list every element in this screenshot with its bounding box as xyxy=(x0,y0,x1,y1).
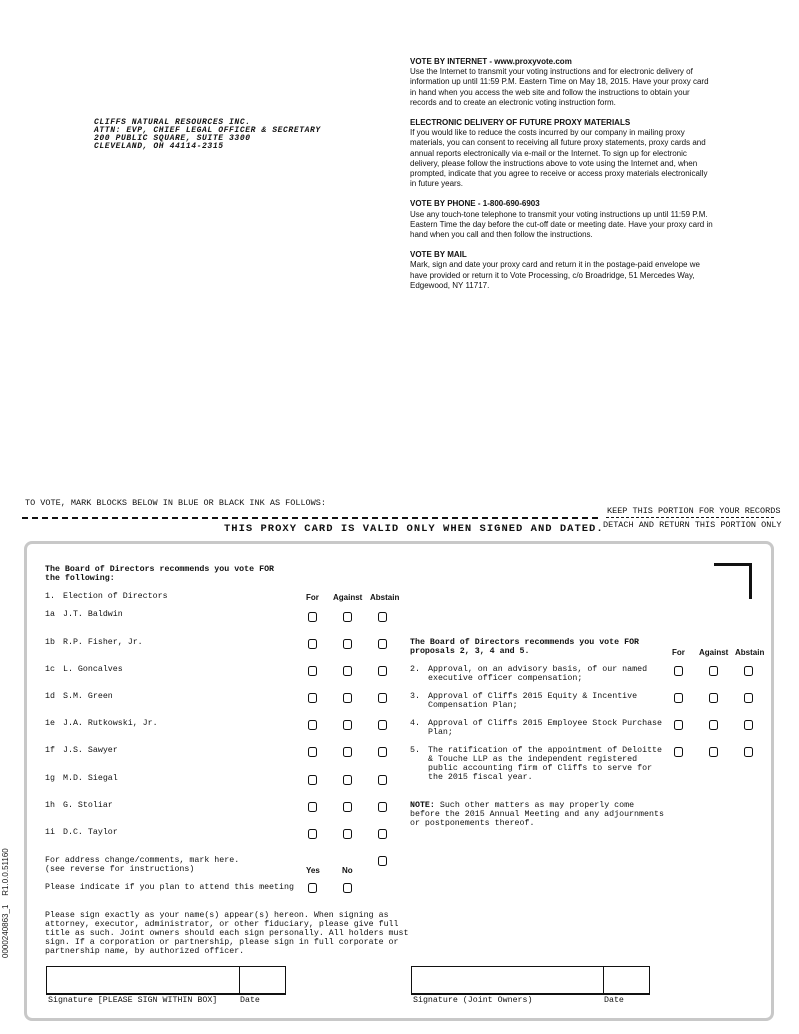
instruction-electronic-delivery: ELECTRONIC DELIVERY OF FUTURE PROXY MATERIALS If you would like to reduce the costs incurred by our company in mailing proxy materials, you can consent to receiving all future proxy statements, proxy cards and annual reports electronically via e-mail or the Internet. To sign up for electronic delivery, please follow the instructions above to vote using the Internet and, when prompted, indicate that you agree to receive or access proxy materials electronically in future years. xyxy=(410,118,708,189)
valid-notice: THIS PROXY CARD IS VALID ONLY WHEN SIGNED AND DATED. xyxy=(224,523,604,535)
col-for: For xyxy=(672,648,685,657)
proposal-text: Approval of Cliffs 2015 Employee Stock Purchase xyxy=(428,719,663,728)
item-number: 1. xyxy=(45,592,55,601)
checkbox-abstain[interactable] xyxy=(378,747,387,757)
checkbox-for[interactable] xyxy=(308,802,317,812)
detach-line xyxy=(22,517,598,519)
checkbox-for[interactable] xyxy=(674,666,683,676)
proposal-text: Plan; xyxy=(428,728,453,737)
board-recommendation-proposals: The Board of Directors recommends you vote FOR xyxy=(410,638,640,647)
nominee-name: R.P. Fisher, Jr. xyxy=(63,638,143,647)
checkbox-against[interactable] xyxy=(343,639,352,649)
nominee-name: L. Goncalves xyxy=(63,665,123,674)
instruction-phone: VOTE BY PHONE - 1-800-690-6903 Use any touch-tone telephone to transmit your voting instructions up until 11:59 P.M. Eastern Time the day before the cut-off date or meeting date. Have your proxy card in hand when you call and then follow the instructions. xyxy=(410,199,713,240)
board-recommendation-proposals-line2: proposals 2, 3, 4 and 5. xyxy=(410,647,530,656)
col-for: For xyxy=(306,593,319,602)
item-title: Election of Directors xyxy=(63,592,168,601)
instruction-mail: VOTE BY MAIL Mark, sign and date your proxy card and return it in the postage-paid envelope we have provided or return it to Vote Processing, c/o Broadridge, 51 Mercedes Way, Edgewood, NY 11717. xyxy=(410,250,700,290)
nominee-id: 1i xyxy=(45,828,55,837)
board-recommendation: The Board of Directors recommends you vote FOR xyxy=(45,565,275,574)
checkbox-attend-no[interactable] xyxy=(343,883,352,893)
col-against: Against xyxy=(333,593,363,602)
keep-line xyxy=(606,517,774,518)
checkbox-for[interactable] xyxy=(674,693,683,703)
checkbox-against[interactable] xyxy=(343,829,352,839)
signature-line xyxy=(46,993,286,995)
checkbox-for[interactable] xyxy=(308,747,317,757)
checkbox-for[interactable] xyxy=(308,666,317,676)
checkbox-abstain[interactable] xyxy=(378,802,387,812)
joint-signature-line xyxy=(411,993,650,995)
address-change-note: (see reverse for instructions) xyxy=(45,865,195,874)
checkbox-against[interactable] xyxy=(343,720,352,730)
sign-instructions-line: partnership name, by authorized officer. xyxy=(45,947,245,956)
board-recommendation-line2: the following: xyxy=(45,574,115,583)
nominee-name: S.M. Green xyxy=(63,692,113,701)
col-no: No xyxy=(342,866,353,875)
nominee-name: J.A. Rutkowski, Jr. xyxy=(63,719,158,728)
checkbox-address-change[interactable] xyxy=(378,856,387,866)
checkbox-for[interactable] xyxy=(308,639,317,649)
checkbox-for[interactable] xyxy=(308,612,317,622)
checkbox-against[interactable] xyxy=(709,720,718,730)
nominee-id: 1a xyxy=(45,610,55,619)
nominee-id: 1e xyxy=(45,719,55,728)
mailing-address xyxy=(94,119,321,151)
joint-signature-label: Signature (Joint Owners) xyxy=(413,996,533,1005)
checkbox-abstain[interactable] xyxy=(378,720,387,730)
sign-instructions-line: Please sign exactly as your name(s) appear(s) hereon. When signing as xyxy=(45,911,389,920)
address-line: 200 PUBLIC SQUARE, SUITE 3300 xyxy=(94,134,251,143)
checkbox-for[interactable] xyxy=(308,829,317,839)
checkbox-abstain[interactable] xyxy=(378,829,387,839)
checkbox-attend-yes[interactable] xyxy=(308,883,317,893)
checkbox-against[interactable] xyxy=(709,666,718,676)
proposal-number: 3. xyxy=(410,692,420,701)
nominee-id: 1c xyxy=(45,665,55,674)
checkbox-against[interactable] xyxy=(343,612,352,622)
col-abstain: Abstain xyxy=(370,593,400,602)
corner-mark xyxy=(714,563,752,599)
nominee-name: G. Stoliar xyxy=(63,801,113,810)
proposal-text: & Touche LLP as the independent registered xyxy=(428,755,638,764)
nominee-name: D.C. Taylor xyxy=(63,828,118,837)
checkbox-abstain[interactable] xyxy=(378,775,387,785)
col-yes: Yes xyxy=(306,866,320,875)
joint-date-box[interactable] xyxy=(603,966,650,994)
proposal-number: 4. xyxy=(410,719,420,728)
address-line: CLEVELAND, OH 44114-2315 xyxy=(94,142,224,151)
nominee-id: 1h xyxy=(45,801,55,810)
proposal-text: Compensation Plan; xyxy=(428,701,518,710)
instruction-internet: VOTE BY INTERNET - www.proxyvote.com Use the Internet to transmit your voting instructions and for electronic delivery of information up until 11:59 P.M. Eastern Time on May 18, 2015. Have your proxy card in hand when you access the web site and follow the instructions to obtain your records and to create an electronic voting instruction form. xyxy=(410,57,709,107)
nominee-id: 1f xyxy=(45,746,55,755)
proposal-text: The ratification of the appointment of Deloitte xyxy=(428,746,663,755)
note xyxy=(410,801,634,810)
sign-instructions-line: title as such. Joint owners should each sign personally. All holders must xyxy=(45,929,409,938)
checkbox-abstain[interactable] xyxy=(744,720,753,730)
checkbox-for[interactable] xyxy=(308,693,317,703)
control-number: 0000240863_1 R1.0.0.51160 xyxy=(1,848,10,958)
voting-instructions xyxy=(410,57,715,301)
proposal-text: Approval, on an advisory basis, of our named xyxy=(428,665,648,674)
note-text: or postponements thereof. xyxy=(410,819,535,828)
checkbox-against[interactable] xyxy=(343,666,352,676)
address-line: CLIFFS NATURAL RESOURCES INC. xyxy=(94,118,251,127)
checkbox-against[interactable] xyxy=(343,693,352,703)
signature-box[interactable] xyxy=(46,966,240,994)
checkbox-abstain[interactable] xyxy=(378,639,387,649)
signature-label: Signature [PLEASE SIGN WITHIN BOX] xyxy=(48,996,218,1005)
checkbox-abstain[interactable] xyxy=(378,612,387,622)
keep-portion-label: KEEP THIS PORTION FOR YOUR RECORDS xyxy=(607,506,781,516)
checkbox-against[interactable] xyxy=(709,693,718,703)
checkbox-for[interactable] xyxy=(308,720,317,730)
attend-meeting-label: Please indicate if you plan to attend this meeting xyxy=(45,883,294,892)
address-change-label: For address change/comments, mark here. xyxy=(45,856,240,865)
nominee-id: 1d xyxy=(45,692,55,701)
checkbox-against[interactable] xyxy=(709,747,718,757)
proposal-text: public accounting firm of Cliffs to serve for xyxy=(428,764,653,773)
checkbox-abstain[interactable] xyxy=(378,666,387,676)
checkbox-abstain[interactable] xyxy=(744,747,753,757)
nominee-id: 1b xyxy=(45,638,55,647)
proposal-text: executive officer compensation; xyxy=(428,674,583,683)
note-label: NOTE: xyxy=(410,801,435,810)
nominee-name: J.S. Sawyer xyxy=(63,746,118,755)
checkbox-against[interactable] xyxy=(343,775,352,785)
to-vote-instruction: TO VOTE, MARK BLOCKS BELOW IN BLUE OR BLACK INK AS FOLLOWS: xyxy=(25,498,326,508)
note-text: Such other matters as may properly come xyxy=(434,801,635,810)
proposal-number: 5. xyxy=(410,746,420,755)
proposal-number: 2. xyxy=(410,665,420,674)
col-against: Against xyxy=(699,648,729,657)
address-line: ATTN: EVP, CHIEF LEGAL OFFICER & SECRETARY xyxy=(94,126,321,135)
checkbox-against[interactable] xyxy=(343,747,352,757)
checkbox-abstain[interactable] xyxy=(378,693,387,703)
checkbox-abstain[interactable] xyxy=(744,666,753,676)
detach-portion-label: DETACH AND RETURN THIS PORTION ONLY xyxy=(603,520,782,530)
nominee-name: M.D. Siegal xyxy=(63,774,118,783)
sign-instructions-line: attorney, executor, administrator, or other fiduciary, please give full xyxy=(45,920,399,929)
date-label: Date xyxy=(240,996,260,1005)
checkbox-for[interactable] xyxy=(308,775,317,785)
checkbox-against[interactable] xyxy=(343,802,352,812)
joint-signature-box[interactable] xyxy=(411,966,604,994)
date-box[interactable] xyxy=(239,966,286,994)
checkbox-abstain[interactable] xyxy=(744,693,753,703)
sign-instructions-line: sign. If a corporation or partnership, please sign in full corporate or xyxy=(45,938,399,947)
proposal-text: the 2015 fiscal year. xyxy=(428,773,533,782)
proposal-text: Approval of Cliffs 2015 Equity & Incentive xyxy=(428,692,638,701)
nominee-id: 1g xyxy=(45,774,55,783)
note-text: before the 2015 Annual Meeting and any adjournments xyxy=(410,810,664,819)
checkbox-for[interactable] xyxy=(674,747,683,757)
nominee-name: J.T. Baldwin xyxy=(63,610,123,619)
checkbox-for[interactable] xyxy=(674,720,683,730)
joint-date-label: Date xyxy=(604,996,624,1005)
col-abstain: Abstain xyxy=(735,648,765,657)
